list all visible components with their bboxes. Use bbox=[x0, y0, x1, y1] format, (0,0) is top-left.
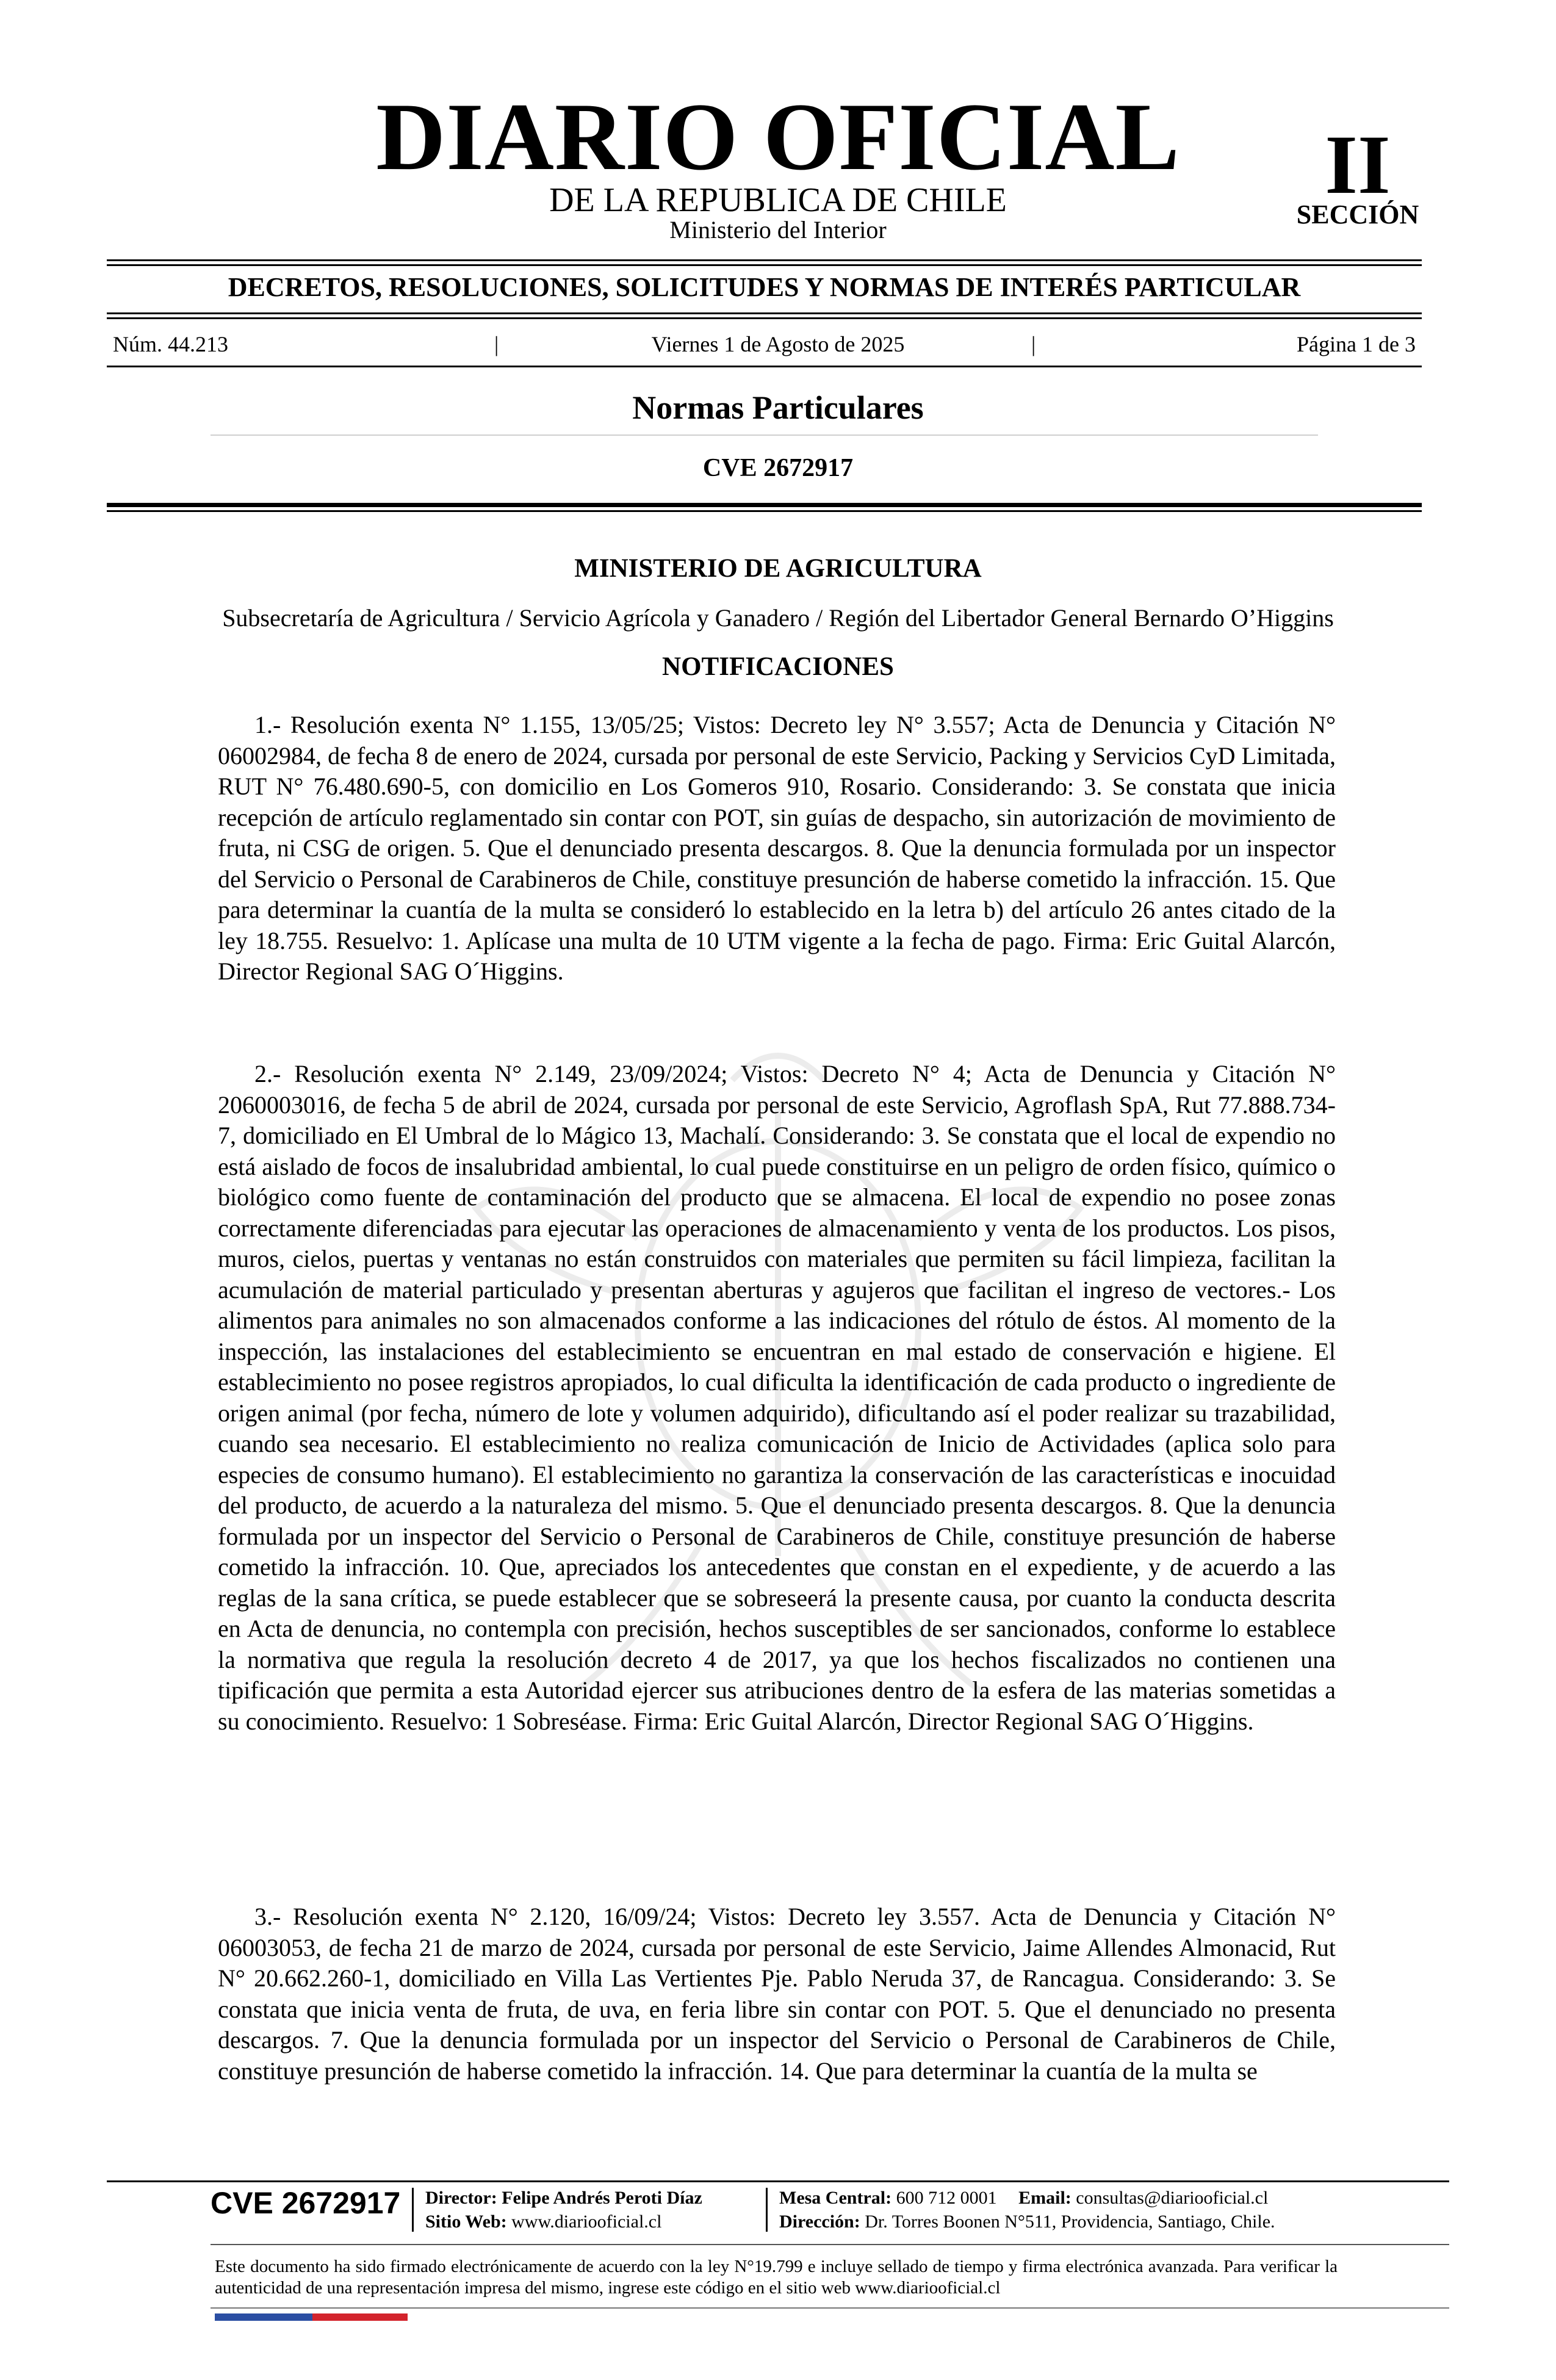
address-value: Dr. Torres Boonen N°511, Providencia, Santiago, Chile. bbox=[865, 2212, 1275, 2232]
website-link[interactable]: www.diariooficial.cl bbox=[511, 2212, 662, 2232]
section-title-divider bbox=[211, 435, 1318, 436]
notification-paragraph-3: 3.- Resolución exenta N° 2.120, 16/09/24; Vistos: Decreto ley 3.557. Acta de Denuncia y Citación N° 06003053, de fecha 21 de marzo de 2024, cursada por personal de este Servicio, Jaime Allendes Almonacid, Rut N° 20.662.260-1, domiciliado en Villa Las Vertientes Pje. Pablo Neruda 37, de Rancagua. Considerando: 3. Se constata que inicia venta de fruta, de uva, en feria libre sin contar con POT. 5. Que el denunciado no presenta descargos. 7. Que la denuncia formulada por un inspector del Servicio o Personal de Carabineros de Chile, constituye presunción de haberse cometido la infracción. 14. Que para determinar la cuantía de la multa se bbox=[218, 1903, 1336, 2085]
issue-date: Viernes 1 de Agosto de 2025 bbox=[651, 332, 905, 356]
masthead-subtitle: DE LA REPUBLICA DE CHILE bbox=[549, 181, 1007, 219]
footer-divider-1 bbox=[412, 2188, 414, 2232]
director-label: Director: bbox=[425, 2188, 497, 2208]
phone-number: 600 712 0001 bbox=[896, 2188, 997, 2208]
flag-stripe-red bbox=[312, 2313, 408, 2321]
edition-separator-2: | bbox=[1031, 332, 1036, 356]
notification-paragraph-1: 1.- Resolución exenta N° 1.155, 13/05/25; Vistos: Decreto ley N° 3.557; Acta de Denuncia y Citación N° 06002984, de fecha 8 de enero de 2024, cursada por personal de este Servicio, Packing y Servicios CyD Limitada, RUT N° 76.480.690-5, con domicilio en Los Gomeros 910, Rosario. Considerando: 3. Se constata que inicia recepción de artículo reglamentado sin contar con POT, sin guías de despacho, sin autorización de movimiento de fruta, ni CSG de origen. 5. Que el denunciado presenta descargos. 8. Que la denuncia formulada por un inspector del Servicio o Personal de Carabineros de Chile, constituye presunción de haberse cometido la infracción. 15. Que para determinar la cuantía de la multa se consideró lo establecido en la letra b) del artículo 26 antes citado de la ley 18.755. Resuelvo: 1. Aplícase una multa de 10 UTM vigente a la fecha de pago. Firma: Eric Guital Alarcón, Director Regional SAG O´Higgins. bbox=[218, 711, 1336, 985]
notification-paragraph-2: 2.- Resolución exenta N° 2.149, 23/09/2024; Vistos: Decreto N° 4; Acta de Denuncia y Citación N° 2060003016, de fecha 5 de abril de 2024, cursada por personal de este Servicio, Agroflash SpA, Rut 77.888.734-7, domiciliado en El Umbral de lo Mágico 13, Machalí. Considerando: 3. Se constata que el local de expendio no está aislado de focos de insalubridad ambiental, lo cual puede constituirse en un peligro de orden físico, químico o biológico como fuente de contaminación del producto que se almacena. El local de expendio no posee zonas correctamente diferenciadas para ejecutar las operaciones de almacenamiento y venta de los productos. Los pisos, muros, cielos, puertas y ventanas no están construidos con materiales que permiten su fácil limpieza, facilitan la acumulación de material particulado y presentan aberturas y agujeros que facilitan el ingreso de vectores.- Los alimentos para animales no son almacenados conforme a las indicaciones del rótulo de éstos. Al momento de la inspección, las instalaciones del establecimiento se encuentran en mal estado de conservación e higiene. El establecimiento no posee registros apropiados, lo cual dificulta la identificación de cada producto o ingrediente de origen animal (por fecha, número de lote y volumen adquirido), dificultando así el poder realizar su trazabilidad, cuando sea necesario. El establecimiento no realiza comunicación de Inicio de Actividades (aplica solo para especies de consumo humano). El establecimiento no garantiza la conservación de las características e inocuidad del producto, de acuerdo a la naturaleza del mismo. 5. Que el denunciado presenta descargos. 8. Que la denuncia formulada por un inspector del Servicio o Personal de Carabineros de Chile, constituye presunción de haberse cometido la infracción. 10. Que, apreciados los antecedentes que constan en el expediente, y de acuerdo a las reglas de la sana crítica, se puede establecer que se sobreseerá la presente causa, por cuanto la conducta descrita en Acta de denuncia, no contempla con precisión, hechos susceptibles de ser sancionados, conforme lo establece la normativa que regula la resolución decreto 4 de 2017, ya que los hechos fiscalizados no contienen una tipificación que permita a esta Autoridad ejercer sus atribuciones dentro de la esfera de las materias sometidas a su conocimiento. Resuelvo: 1 Sobreséase. Firma: Eric Guital Alarcón, Director Regional SAG O´Higgins. bbox=[218, 1060, 1336, 1735]
page-indicator: Página 1 de 3 bbox=[1297, 332, 1416, 356]
section-title: Normas Particulares bbox=[632, 389, 924, 426]
content-rule-thick bbox=[107, 503, 1422, 507]
address-label: Dirección: bbox=[779, 2212, 860, 2232]
footer-phone-email bbox=[779, 2187, 1268, 2210]
ministry-heading: MINISTERIO DE AGRICULTURA bbox=[574, 554, 982, 583]
footer-website bbox=[425, 2210, 661, 2234]
footer-address bbox=[779, 2210, 1275, 2234]
masthead-rule-bottom bbox=[107, 264, 1422, 266]
phone-label: Mesa Central: bbox=[779, 2188, 892, 2208]
director-name: Felipe Andrés Peroti Díaz bbox=[502, 2188, 702, 2208]
footer-rule-bottom bbox=[211, 2307, 1449, 2309]
edition-rule-top bbox=[107, 312, 1422, 314]
issue-number: Núm. 44.213 bbox=[113, 332, 228, 356]
masthead-ministry: Ministerio del Interior bbox=[669, 216, 887, 243]
section-number: II bbox=[1325, 118, 1391, 211]
email-label: Email: bbox=[1018, 2188, 1072, 2208]
publication-subheader: DECRETOS, RESOLUCIONES, SOLICITUDES Y NORMAS DE INTERÉS PARTICULAR bbox=[228, 272, 1301, 302]
footer-rule-middle bbox=[211, 2244, 1449, 2245]
edition-rule-top-2 bbox=[107, 317, 1422, 319]
section-label: SECCIÓN bbox=[1296, 200, 1419, 229]
edition-separator-1: | bbox=[494, 332, 499, 356]
website-label: Sitio Web: bbox=[425, 2212, 507, 2232]
cve-code: CVE 2672917 bbox=[702, 454, 854, 482]
agency-line: Subsecretaría de Agricultura / Servicio Agrícola y Ganadero / Región del Libertador General Bernardo O’Higgins bbox=[222, 604, 1334, 632]
masthead-title: DIARIO OFICIAL bbox=[376, 84, 1180, 190]
footer-director bbox=[425, 2187, 702, 2210]
content-rule-thin bbox=[107, 510, 1422, 512]
footer-divider-2 bbox=[766, 2188, 768, 2232]
footer-cve-code: CVE 2672917 bbox=[211, 2186, 401, 2220]
notifications-heading: NOTIFICACIONES bbox=[662, 652, 894, 681]
masthead-rule-top bbox=[107, 259, 1422, 261]
footer-disclaimer: Este documento ha sido firmado electrónicamente de acuerdo con la ley N°19.799 e incluye sellado de tiempo y firma electrónica avanzada. Para verificar la autenticidad de una representación impresa del mismo, ingrese este código en el sitio web www.diariooficial.cl bbox=[215, 2257, 1338, 2298]
flag-stripe-blue bbox=[215, 2313, 312, 2321]
edition-rule-bottom bbox=[107, 366, 1422, 367]
email-link[interactable]: consultas@diariooficial.cl bbox=[1076, 2188, 1269, 2208]
footer-rule-top bbox=[107, 2180, 1449, 2182]
